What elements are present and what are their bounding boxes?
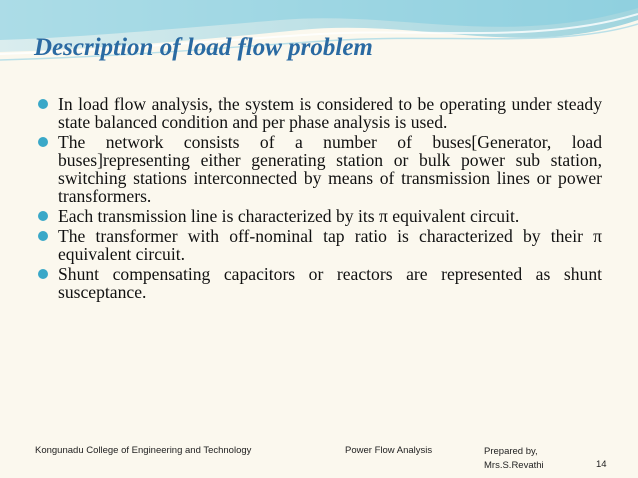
bullet-list bbox=[36, 95, 602, 303]
footer-prepared-by bbox=[484, 445, 544, 473]
bullet-text: Each transmission line is characterized by its π equivalent circuit. bbox=[58, 206, 520, 226]
bullet-text: The network consists of a number of buses[Generator, load buses]representing either generating station or bulk power sub station, switching stations interconnected by means of transmission lines or power transformers. bbox=[58, 132, 602, 206]
bullet-item bbox=[36, 133, 602, 205]
bullet-text: The transformer with off-nominal tap ratio is characterized by their π equivalent circuit. bbox=[58, 226, 602, 264]
bullet-text: In load flow analysis, the system is considered to be operating under steady state balanced condition and per phase analysis is used. bbox=[58, 94, 602, 132]
footer-college: Kongunadu College of Engineering and Technology bbox=[35, 445, 252, 456]
bullet-dot-icon bbox=[38, 211, 48, 221]
bullet-item bbox=[36, 95, 602, 131]
bullet-dot-icon bbox=[38, 137, 48, 147]
bullet-dot-icon bbox=[38, 269, 48, 279]
page-number: 14 bbox=[596, 459, 607, 470]
bullet-item bbox=[36, 265, 602, 301]
slide-title: Description of load flow problem bbox=[34, 34, 373, 61]
footer-subject: Power Flow Analysis bbox=[345, 445, 433, 456]
bullet-text: Shunt compensating capacitors or reactors are represented as shunt susceptance. bbox=[58, 264, 602, 302]
bullet-item bbox=[36, 207, 602, 225]
author-name: Mrs.S.Revathi bbox=[484, 460, 544, 471]
bullet-dot-icon bbox=[38, 231, 48, 241]
prepared-by-label: Prepared by, bbox=[484, 446, 538, 457]
bullet-item bbox=[36, 227, 602, 263]
bullet-dot-icon bbox=[38, 99, 48, 109]
